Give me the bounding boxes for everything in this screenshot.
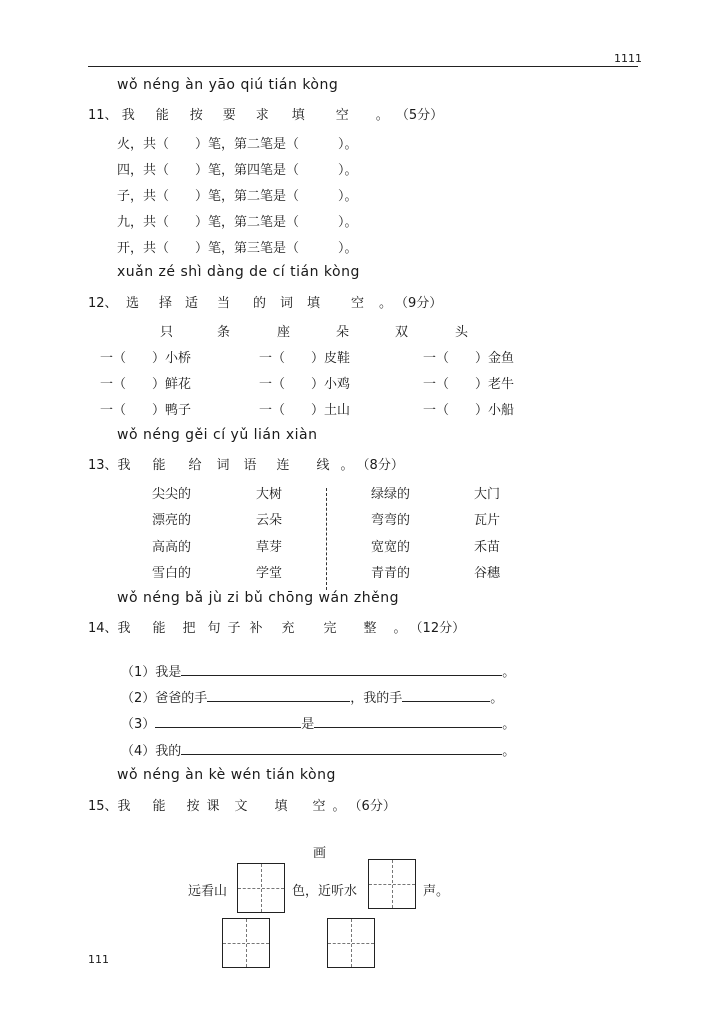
q11-row: 九，共（ ）笔，第二笔是（ ）。 xyxy=(117,215,358,230)
q14-item-mid: 是 xyxy=(301,717,315,732)
q13-word: 禾苗 xyxy=(474,540,501,555)
q13-word: 云朵 xyxy=(256,513,283,528)
q12-option: 头 xyxy=(455,325,469,340)
q13-word: 大门 xyxy=(474,487,501,502)
q14-item-mid: ，我的手 xyxy=(350,691,403,706)
q14-item-label: （4）我的 xyxy=(121,744,182,759)
q12-title xyxy=(88,292,442,311)
q13-word: 尖尖的 xyxy=(152,487,192,502)
q15-line1-b: 色，近听水 xyxy=(292,884,358,899)
q12-number: 12、 xyxy=(88,296,118,311)
title-char: 求 xyxy=(255,108,269,123)
q14-item-label: （2）爸爸的手 xyxy=(121,691,208,706)
title-char: 我 xyxy=(117,799,131,814)
title-char: 子 xyxy=(227,621,241,636)
q14-item-1 xyxy=(121,661,515,680)
q13-word: 高高的 xyxy=(152,540,192,555)
title-char: 能 xyxy=(152,621,166,636)
q12-option: 座 xyxy=(277,325,291,340)
q13-word: 雪白的 xyxy=(152,566,192,581)
title-char: 填 xyxy=(291,108,305,123)
q12-item: 一（ ）小鸡 xyxy=(259,377,351,392)
title-char: 补 xyxy=(249,621,263,636)
title-char: 按 xyxy=(189,108,203,123)
title-char: 给 xyxy=(188,458,202,473)
q15-poem-title: 画 xyxy=(313,846,327,861)
q12-option: 朵 xyxy=(336,325,350,340)
q15-number: 15、 xyxy=(88,799,118,814)
title-char: 按 xyxy=(186,799,200,814)
q14-item-4 xyxy=(121,740,515,759)
q15-line1-c: 声。 xyxy=(423,884,450,899)
q12-item: 一（ ）金鱼 xyxy=(423,351,515,366)
q14-item-end: 。 xyxy=(502,665,516,680)
q14-score: （12分） xyxy=(409,621,466,636)
q13-word: 大树 xyxy=(256,487,283,502)
q14-item-2 xyxy=(121,687,503,706)
q12-item: 一（ ）土山 xyxy=(259,403,351,418)
title-char: 我 xyxy=(117,621,131,636)
q12-option: 双 xyxy=(395,325,409,340)
q14-number: 14、 xyxy=(88,621,118,636)
answer-line[interactable] xyxy=(207,689,350,702)
q13-title xyxy=(88,454,404,473)
title-char: 能 xyxy=(155,108,169,123)
title-char: 填 xyxy=(307,296,321,311)
q11-title xyxy=(88,104,443,123)
q12-option: 只 xyxy=(160,325,174,340)
title-char: 空 xyxy=(312,799,326,814)
q13-word: 弯弯的 xyxy=(371,513,411,528)
q14-item-end: 。 xyxy=(502,744,516,759)
q11-score: （5分） xyxy=(395,108,444,123)
q12-item: 一（ ）鲜花 xyxy=(100,377,192,392)
title-char: 。 xyxy=(393,621,407,636)
answer-line[interactable] xyxy=(181,742,502,755)
tianzige-box[interactable] xyxy=(368,859,416,909)
title-char: 完 xyxy=(323,621,337,636)
q12-item: 一（ ）小船 xyxy=(423,403,515,418)
header-page-number: 1111 xyxy=(614,52,642,65)
q13-word: 草芽 xyxy=(256,540,283,555)
answer-line[interactable] xyxy=(181,663,502,676)
q12-item: 一（ ）鸭子 xyxy=(100,403,192,418)
title-char: 空 xyxy=(351,296,365,311)
q11-row: 火，共（ ）笔，第二笔是（ ）。 xyxy=(117,137,358,152)
title-char: 能 xyxy=(152,458,166,473)
title-char: 适 xyxy=(185,296,199,311)
q15-line1-a: 远看山 xyxy=(188,884,228,899)
q14-item-3 xyxy=(121,713,515,732)
title-char: 我 xyxy=(117,458,131,473)
q12-item: 一（ ）老牛 xyxy=(423,377,515,392)
q13-number: 13、 xyxy=(88,458,118,473)
q13-score: （8分） xyxy=(356,458,404,473)
q11-title-chars xyxy=(122,108,396,123)
title-char: 当 xyxy=(217,296,231,311)
title-char: 把 xyxy=(182,621,196,636)
title-char: 课 xyxy=(206,799,220,814)
q13-word: 瓦片 xyxy=(474,513,501,528)
q11-row: 子，共（ ）笔，第二笔是（ ）。 xyxy=(117,189,358,204)
q11-pinyin: wǒ néng àn yāo qiú tián kòng xyxy=(117,77,339,93)
title-char: 我 xyxy=(121,108,135,123)
q14-item-end: 。 xyxy=(490,691,504,706)
q12-score: （9分） xyxy=(395,296,443,311)
q14-item-label: （1）我是 xyxy=(121,665,182,680)
title-char: 空 xyxy=(335,108,349,123)
title-char: 择 xyxy=(159,296,173,311)
answer-line[interactable] xyxy=(314,715,502,728)
title-char: 整 xyxy=(363,621,377,636)
tianzige-box[interactable] xyxy=(222,918,270,968)
q11-row: 开，共（ ）笔，第三笔是（ ）。 xyxy=(117,241,358,256)
q13-word: 漂亮的 xyxy=(152,513,192,528)
q14-item-label: （3） xyxy=(121,717,156,732)
q12-option: 条 xyxy=(217,325,231,340)
q14-item-end: 。 xyxy=(502,717,516,732)
title-char: 句 xyxy=(207,621,221,636)
tianzige-box[interactable] xyxy=(237,863,285,913)
q14-pinyin: wǒ néng bǎ jù zi bǔ chōng wán zhěng xyxy=(117,590,399,606)
tianzige-box[interactable] xyxy=(327,918,375,968)
title-char: 。 xyxy=(379,296,393,311)
title-char: 语 xyxy=(243,458,257,473)
q15-score: （6分） xyxy=(348,799,396,814)
answer-line[interactable] xyxy=(155,715,301,728)
q12-pinyin: xuǎn zé shì dàng de cí tián kòng xyxy=(117,264,360,280)
title-char: 连 xyxy=(276,458,290,473)
title-char: 。 xyxy=(340,458,354,473)
q11-number: 11、 xyxy=(88,108,118,123)
footer-page-number: 111 xyxy=(88,953,109,966)
title-char: 填 xyxy=(274,799,288,814)
title-char: 词 xyxy=(280,296,294,311)
q13-word: 青青的 xyxy=(371,566,411,581)
q15-pinyin: wǒ néng àn kè wén tián kòng xyxy=(117,767,336,783)
title-char: 选 xyxy=(126,296,140,311)
q13-word: 谷穗 xyxy=(474,566,501,581)
q12-item: 一（ ）皮鞋 xyxy=(259,351,351,366)
q13-divider xyxy=(326,488,327,590)
q14-title xyxy=(88,617,465,636)
answer-line[interactable] xyxy=(402,689,490,702)
title-char: 充 xyxy=(281,621,295,636)
q13-word: 宽宽的 xyxy=(371,540,411,555)
title-char: 。 xyxy=(375,108,389,123)
title-char: 。 xyxy=(332,799,346,814)
q13-pinyin: wǒ néng gěi cí yǔ lián xiàn xyxy=(117,427,318,443)
title-char: 词 xyxy=(216,458,230,473)
q13-word: 绿绿的 xyxy=(371,487,411,502)
title-char: 能 xyxy=(152,799,166,814)
q13-word: 学堂 xyxy=(256,566,283,581)
q12-item: 一（ ）小桥 xyxy=(100,351,192,366)
header-rule xyxy=(88,66,638,67)
title-char: 文 xyxy=(234,799,248,814)
title-char: 的 xyxy=(253,296,267,311)
title-char: 线 xyxy=(316,458,330,473)
q15-title xyxy=(88,795,396,814)
title-char: 要 xyxy=(222,108,236,123)
q11-row: 四，共（ ）笔，第四笔是（ ）。 xyxy=(117,163,358,178)
